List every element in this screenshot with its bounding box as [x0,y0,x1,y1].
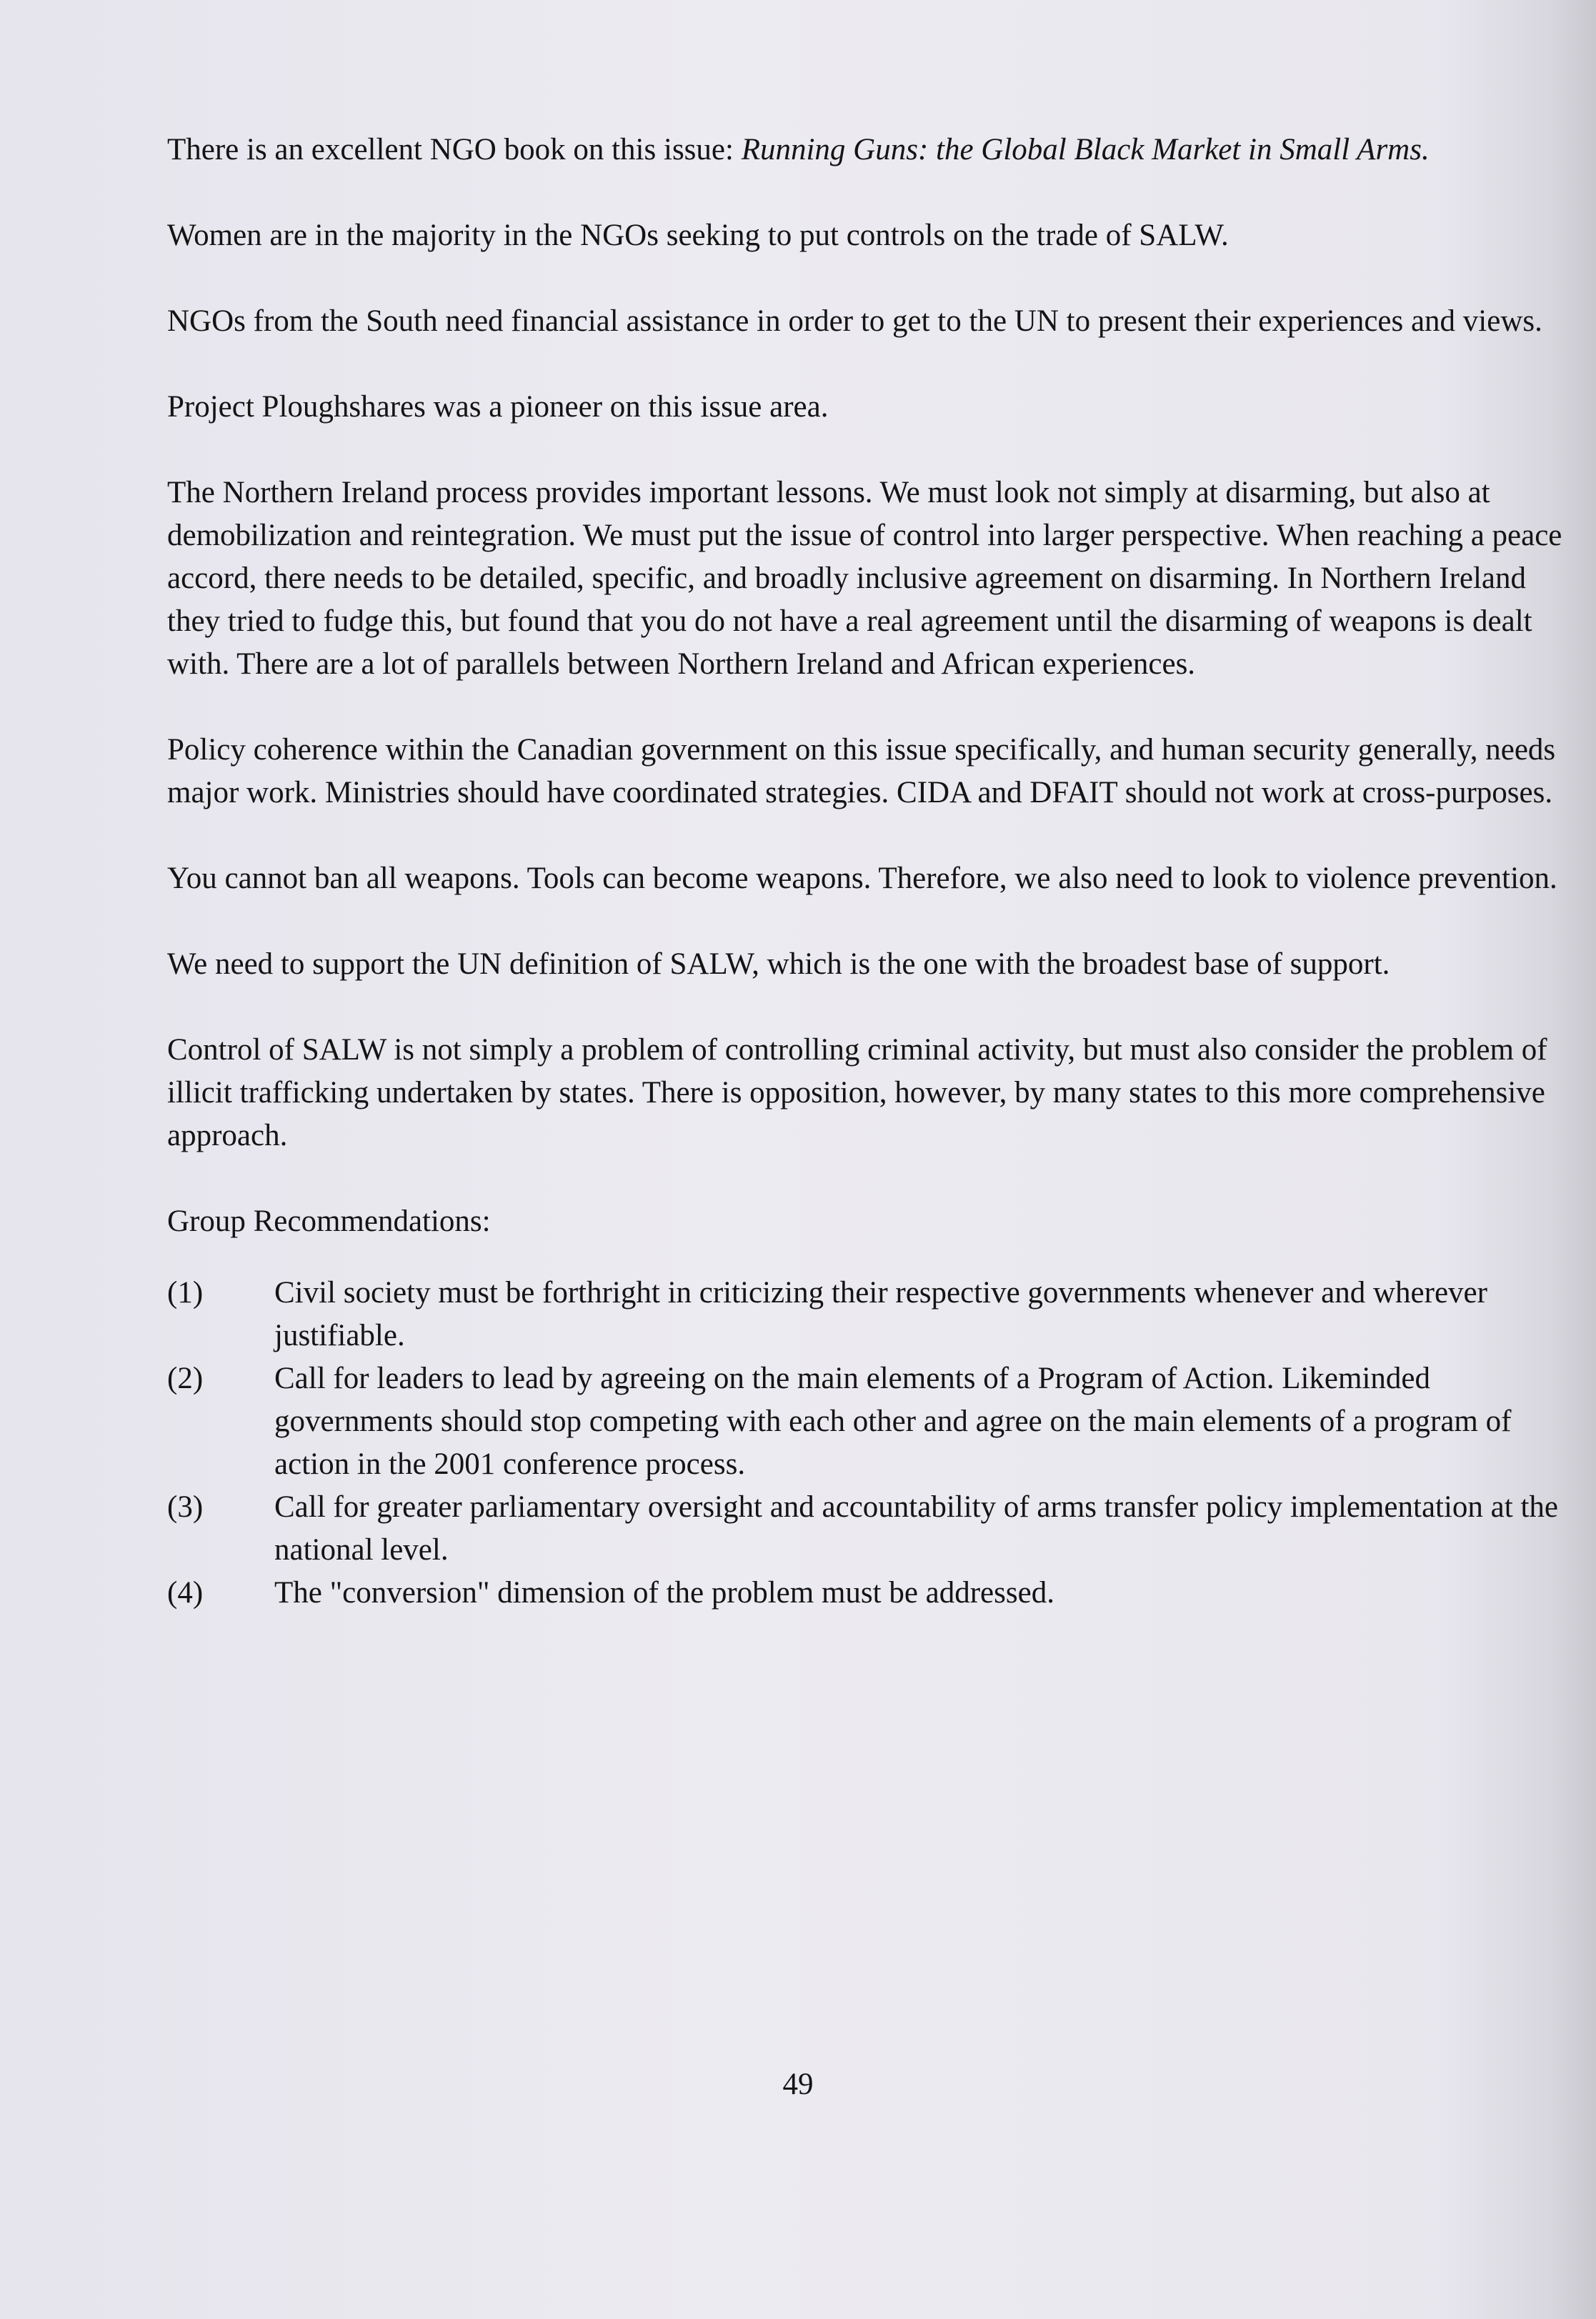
paragraph-un-definition: We need to support the UN definition of SALW, which is the one with the broadest base of support. [167,947,1390,981]
recommendation-item [167,1486,1567,1572]
recommendation-number: (2) [167,1362,204,1395]
recommendation-item [167,1572,1567,1615]
page-number: 49 [782,2068,814,2101]
paragraph-ngo-book-text: There is an excellent NGO book on this issue: [167,133,742,166]
paragraph-northern-ireland: The Northern Ireland process provides important lessons. We must look not simply at disarming, but also at demobilization and reintegration. We must put the issue of control into larger perspective. When reaching a peace accord, there needs to be detailed, specific, and broadly inclusive agreement on disarming. In Northern Ireland they tried to fudge this, but found that you do not have a real agreement until the disarming of weapons is dealt with. There are a lot of parallels between Northern Ireland and African experiences. [167,476,1562,681]
paragraph-ngo-book [167,129,1567,171]
paragraph-policy-coherence: Policy coherence within the Canadian government on this issue specifically, and human security generally, needs major work. Ministries should have coordinated strategies. CIDA and DFAIT should not work at cross-purposes. [167,733,1556,809]
recommendations-heading: Group Recommendations: [167,1205,491,1238]
recommendation-number: (3) [167,1490,204,1524]
recommendation-number: (4) [167,1576,204,1610]
recommendation-text: The "conversion" dimension of the problem must be addressed. [274,1576,1054,1610]
paragraph-control-salw: Control of SALW is not simply a problem of controlling criminal activity, but must also consider the problem of illicit trafficking undertaken by states. There is opposition, however, by many states to this more comprehensive approach. [167,1033,1547,1152]
recommendation-item [167,1357,1567,1486]
recommendation-number: (1) [167,1276,204,1310]
page-body [167,129,1567,1615]
paragraph-south-ngos: NGOs from the South need financial assistance in order to get to the UN to present their experiences and views. [167,304,1542,338]
book-title: Running Guns: the Global Black Market in Small Arms. [741,133,1430,166]
recommendation-item [167,1272,1567,1357]
recommendation-text: Call for greater parliamentary oversight and accountability of arms transfer policy implementation at the national level. [274,1490,1558,1567]
paragraph-ban-weapons: You cannot ban all weapons. Tools can become weapons. Therefore, we also need to look to violence prevention. [167,862,1557,895]
recommendation-text: Civil society must be forthright in criticizing their respective governments whenever and wherever justifiable. [274,1276,1487,1352]
paragraph-project-ploughshares: Project Ploughshares was a pioneer on this issue area. [167,390,829,424]
recommendation-text: Call for leaders to lead by agreeing on the main elements of a Program of Action. Likeminded governments should stop competing with each other and agree on the main elements of a program of action in the 2001 conference process. [274,1362,1512,1481]
paragraph-women-majority: Women are in the majority in the NGOs seeking to put controls on the trade of SALW. [167,219,1229,252]
recommendations-list [167,1272,1567,1615]
